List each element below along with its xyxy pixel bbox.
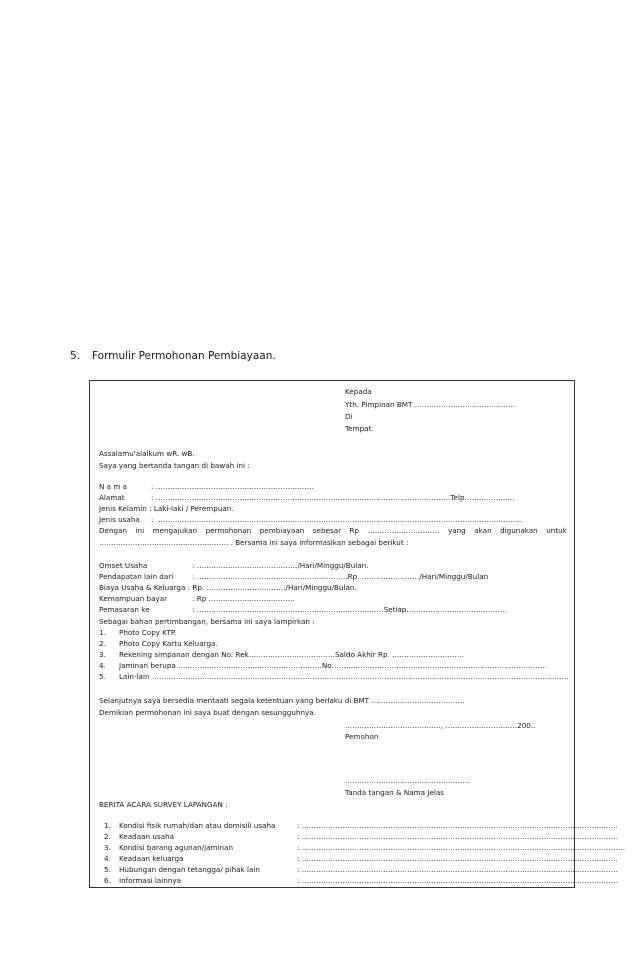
request-word: ini — [135, 526, 145, 535]
request-word: untuk — [546, 526, 567, 535]
request-word: digunakan — [500, 526, 538, 535]
closing-line-1: Selanjutnya saya bersedia mentaati segala ketentuan yang berlaku di BMT ………………………………… — [99, 696, 465, 705]
survey-item — [104, 854, 618, 864]
survey-num: 6. — [104, 876, 111, 885]
field-jenis-usaha-row — [99, 515, 522, 525]
request-word: Rp — [349, 526, 360, 535]
field-nama-label: N a m a — [99, 482, 128, 491]
survey-item — [104, 843, 625, 853]
attachment-num: 1. — [99, 628, 106, 637]
attachment-item — [99, 672, 569, 682]
field-omset-row — [99, 561, 369, 571]
survey-num: 5. — [104, 865, 111, 874]
survey-num: 3. — [104, 843, 111, 852]
field-omset-label: Omset Usaha — [99, 561, 148, 570]
signature-caption: Tanda tangan & Nama Jelas — [345, 788, 445, 797]
attachment-num: 3. — [99, 650, 106, 659]
attachments-intro: Sebagai bahan pertimbangan, bersama ini saya lampirkan : — [99, 617, 315, 626]
field-alamat-label: Alamat — [99, 493, 125, 502]
field-omset-value: : ……………………………………/Hari/Minggu/Bulan. — [192, 561, 369, 570]
field-alamat-value: : ……………………………………………………………………………………………………………Telp………………… — [151, 493, 515, 502]
survey-value: : ……………………………………………………………………………………………………………………… — [297, 843, 626, 852]
attachment-text: Photo Copy Kartu Keluarga. — [119, 639, 218, 648]
survey-item — [104, 876, 618, 886]
survey-value: : …………………………………………………………………………………………………………………… — [297, 876, 618, 885]
application-form — [89, 380, 626, 888]
request-word: ………………………… — [367, 526, 440, 535]
request-word: akan — [474, 526, 492, 535]
field-pemasaran-row — [99, 605, 507, 615]
field-pemasaran-value: : ……………………………………………………………………Setiap…………………………………… — [192, 605, 507, 614]
survey-num: 4. — [104, 854, 111, 863]
signature-line: ……………………………………………. — [345, 776, 470, 785]
address-to: Kepada — [345, 387, 372, 396]
closing-line-2: Demikian permohonan ini saya buat dengan sesungguhnya. — [99, 708, 316, 717]
intro-text: Saya yang bertanda tangan di bawah ini : — [99, 461, 250, 470]
field-pemasaran-label: Pemasaran ke — [99, 605, 150, 614]
field-jenis-kelamin: Jenis Kelamin : Laki-laki / Perempuan. — [99, 504, 234, 513]
field-alamat-row — [99, 493, 515, 503]
survey-item — [104, 821, 618, 831]
request-word: Dengan — [99, 526, 128, 535]
field-jenis-usaha-label: Jenis usaha — [99, 515, 140, 524]
section-heading — [70, 350, 276, 362]
field-pendapatan-row — [99, 572, 488, 582]
request-word: sebesar — [312, 526, 342, 535]
request-line-2: ……………………………………………… . Bersama ini saya informasikan sebagai berikut : — [99, 538, 409, 547]
section-number: 5. — [70, 350, 81, 362]
attachment-text: Photo Copy KTP. — [119, 628, 177, 637]
field-biaya: Biaya Usaha & Keluarga : Rp. ……………………………/Hari/Minggu/Bulan. — [99, 583, 357, 592]
attachment-item — [99, 639, 218, 649]
attachment-text: Lain-lain ………………………………………………………………………………………………………………………………………………………… — [119, 672, 569, 681]
greeting: Assalamu'alaikum wR. wB. — [99, 449, 195, 458]
field-pendapatan-value: : ………………………………………………………Rp. ……………………/Hari/Minggu/Bulan — [192, 572, 489, 581]
attachment-num: 4. — [99, 661, 106, 670]
address-line-3: Tempat. — [345, 424, 374, 433]
survey-value: : …………………………………………………………………………………………………………………… — [297, 865, 618, 874]
survey-title: BERITA ACARA SURVEY LAPANGAN : — [99, 800, 228, 809]
attachment-item — [99, 628, 176, 638]
survey-label: Kondisi barang agunan/jaminan — [119, 843, 233, 852]
pemohon-label: Pemohon — [345, 732, 379, 741]
request-word: yang — [447, 526, 466, 535]
attachment-num: 5. — [99, 672, 106, 681]
address-line-1: Yth. Pimpinan BMT …………………………………… — [345, 400, 516, 409]
survey-value: : …………………………………………………………………………………………………………………… — [297, 821, 618, 830]
attachment-item — [99, 661, 547, 671]
survey-value: : …………………………………………………………………………………………………………………… — [297, 854, 618, 863]
survey-label: Kondisi fisik rumah/dan atau domisili usaha — [119, 821, 276, 830]
request-word: pembiayaan — [259, 526, 305, 535]
field-kemampuan-row — [99, 594, 295, 604]
attachment-item — [99, 650, 464, 660]
place-date: …………………………………., …………………………200.. — [345, 721, 536, 730]
request-word: mengajukan — [152, 526, 198, 535]
field-kemampuan-value: : Rp ……………………………… — [192, 594, 295, 603]
survey-label: Keadaan usaha — [119, 832, 175, 841]
survey-label: Keadaan keluarga — [119, 854, 184, 863]
address-line-2: Di — [345, 412, 353, 421]
survey-item — [104, 832, 618, 842]
survey-label: Informasi lainnya — [119, 876, 182, 885]
attachment-num: 2. — [99, 639, 106, 648]
field-jenis-usaha-value: : ……………………………………………………………………………………………………………………………………… — [151, 515, 523, 524]
attachment-text: Jaminan berupa ……………………………………………………No……………………………………………………………………………… — [119, 661, 548, 670]
attachment-text: Rekening simpanan dengan No. Rek………………………………Saldo Akhir Rp. ………………………… — [119, 650, 465, 659]
field-pendapatan-label: Pendapatan lain dari — [99, 572, 174, 581]
survey-value: : …………………………………………………………………………………………………………………… — [297, 832, 618, 841]
section-title: Formulir Permohonan Pembiayaan. — [92, 350, 276, 362]
survey-num: 2. — [104, 832, 111, 841]
field-kemampuan-label: Kemampuan bayar — [99, 594, 168, 603]
survey-num: 1. — [104, 821, 111, 830]
field-nama-row — [99, 482, 314, 492]
request-line-1 — [99, 526, 567, 536]
request-word: permohonan — [205, 526, 252, 535]
survey-label: Hubungan dengan tetangga/ pihak lain — [119, 865, 260, 874]
survey-item — [104, 865, 618, 875]
field-nama-value: : ………………………………………………………… — [151, 482, 314, 491]
